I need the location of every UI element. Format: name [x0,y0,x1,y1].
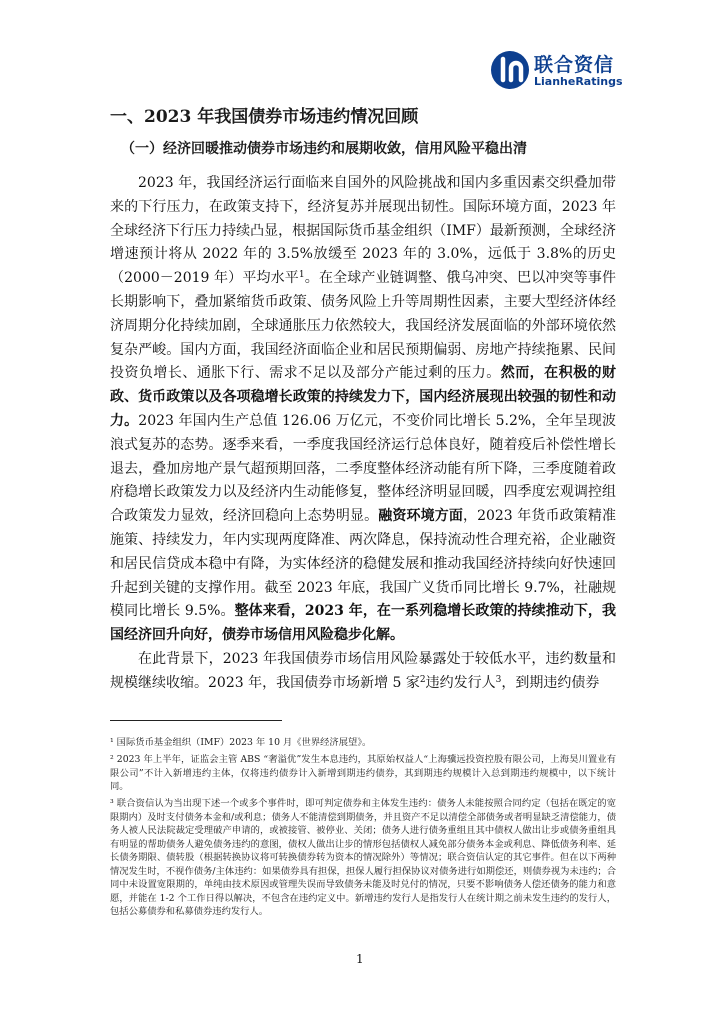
para2-text-2: 违约发行人 [425,674,496,691]
logo [490,48,690,98]
para1-text-4: ，2023 年货币政策精准施策、持续发力，年内实现两度降准、两次降息，保持流动性合理充裕，企业融资和居民信贷成本稳中有降，为实体经济的稳健发展和推动我国经济持续向好快速回升起到关键的支撑作用。截至 2023 年底，我国广义货币同比增长 9.7%，社融规模同比增长 9.5%。 [110,508,616,620]
footnote-ref-3: 3 [495,674,502,685]
footnote-divider [110,720,282,721]
paragraph-1 [110,172,616,648]
footnote-2: ² 2023 年上半年，证监会主管 ABS “奢溢优”发生本息违约，其原始权益人“上海骥远投资控股有限公司，上海昊川置业有限公司”不计入新增违约主体，仅将违约债券计入新增到期违约债券，其到期违约规模计入总到期违约规模中，以下统计同。 [110,754,616,792]
subsection-heading: （一）经济回暖推动债券市场违约和展期收敛，信用风险平稳出清 [121,141,527,157]
para1-text-3: 2023 年国内生产总值 126.06 万亿元，不变价同比增长 5.2%，全年呈现波浪式复苏的态势。逐季来看，一季度我国经济运行总体良好，随着疫后补偿性增长退去，叠加房地产景气超预期回落，二季度整体经济动能有所下降，三季度随着政府稳增长政策发力以及经济内生动能修复，整体经济明显回暖，四季度宏观调控组合政策发力显效，经济回稳向上态势明显。 [110,412,617,525]
lianhe-logo-mark-icon [490,50,530,90]
page-number: 1 [356,952,364,966]
footnote-ref-1: 1 [298,270,305,281]
para2-text-1: 在此背景下，2023 年我国债券市场信用风险暴露处于较低水平，违约数量和规模继续收缩。2023 年，我国债券市场新增 5 家 [110,650,616,691]
para2-text-3: ，到期违约债券 [501,674,600,691]
para1-bold-1: 然而，在积极的财政、货币政策以及各项稳增长政策的持续发力下，国内经济展现出较强的韧性和动力。 [110,365,617,429]
footnote-1: ¹ 国际货币基金组织（IMF）2023 年 10 月《世界经济展望》。 [110,737,372,748]
section-heading: 一、2023 年我国债券市场违约情况回顾 [110,107,419,127]
logo-name-cn: 联合资信 [534,54,615,76]
footnote-ref-2: 2 [419,674,426,685]
para1-text-1: 2023 年，我国经济运行面临来自国外的风险挑战和国内多重因素交织叠加带来的下行压力，在政策支持下，经济复苏并展现出韧性。国际环境方面，2023 年全球经济下行压力持续凸显，根据国际货币基金组织（IMF）最新预测，全球经济增速预计将从 2022 年的 3.5%放缓至 2023 年的 3.0%，远低于 3.8%的历史（2000－2019 年）平均水平 [110,175,616,287]
paragraph-2 [110,648,616,696]
para1-bold-3: 整体来看，2023 年，在一系列稳增长政策的持续推动下，我国经济回升向好，债券市场信用风险稳步化解。 [110,603,616,644]
para1-bold-2: 融资环境方面 [378,508,463,525]
logo-name-en: LianheRatings [534,75,623,88]
para1-text-2: 。在全球产业链调整、俄乌冲突、巴以冲突等事件长期影响下，叠加紧缩货币政策、债务风险上升等周期性因素，主要大型经济体经济周期分化持续加剧，全球通胀压力依然较大，我国经济发展面临的外部环境依然复杂严峻。国内方面，我国经济面临企业和居民预期偏弱、房地产持续拖累、民间投资负增长、通胀下行、需求不足以及部分产能过剩的压力。 [110,270,616,382]
body-text [110,172,616,696]
footnote-3: ³ 联合资信认为当出现下述一个或多个事件时，即可判定债券和主体发生违约：债务人未能按照合同约定（包括在既定的宽限期内）及时支付债务本金和/或利息；债务人不能清偿到期债务，并且资产不足以清偿全部债务或者明显缺乏清偿能力，债务人被人民法院裁定受理破产申请的，或被接管、被停业、关闭；债务人进行债务重组且其中债权人做出让步或债务重组具有明显的帮助债务人避免债务违约的意图，债权人做出让步的情形包括债权人减免部分债务本金或利息、降低债务利率、延长债务期限、债转股（根据转换协议将可转换债券转为资本的情况除外）等情况；联合资信认定的其它事件。但在以下两种情况发生时，不视作债务/主体违约：如果债券具有担保，担保人履行担保协议对债务进行如期偿还，则债券视为未违约；合同中未设置宽限期的，单纯由技术原因或管理失误而导致债务未能及时兑付的情况，只要不影响债务人偿还债务的能力和意愿，并能在 1-2 个工作日得以解决，不包含在违约定义中。新增违约发行人是指发行人在统计期之前未发生违约的发行人，包括公募债券和私募债券违约发行人。 [110,798,616,917]
